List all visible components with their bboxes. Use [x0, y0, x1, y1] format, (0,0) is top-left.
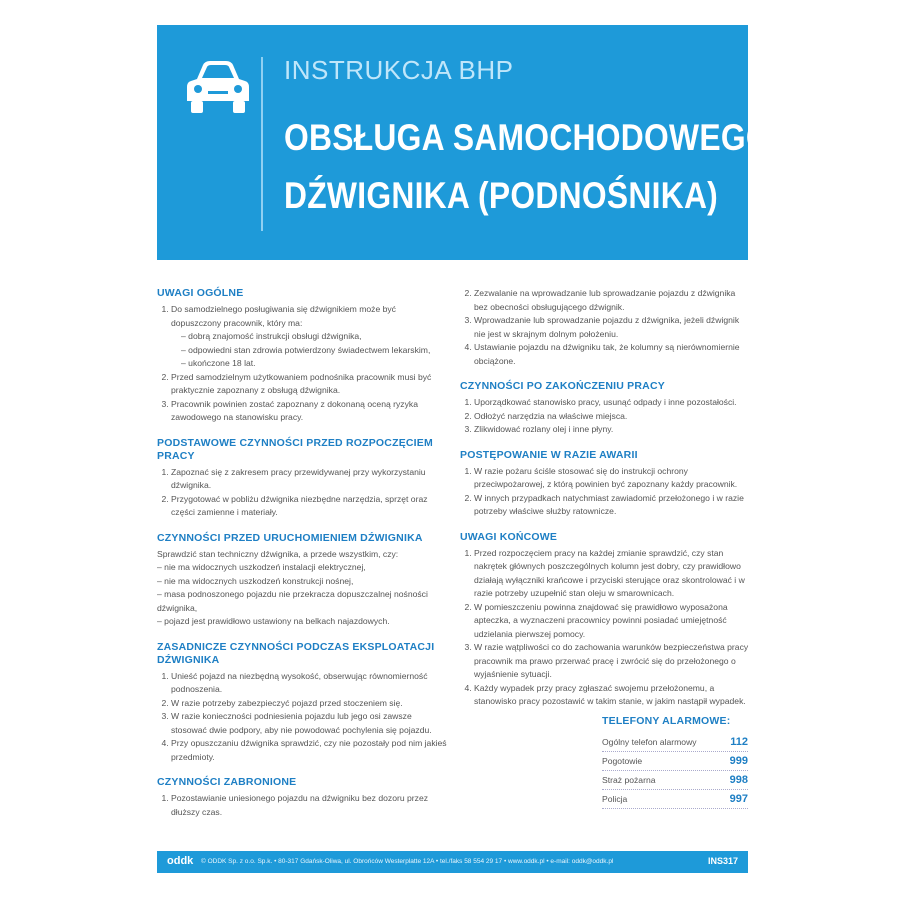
list-item: 3. Zlikwidować rozlany olej i inne płyny.: [474, 423, 750, 437]
list-item: 2. Przed samodzielnym użytkowaniem podnośnika pracownik musi być praktycznie zapoznany z obsługą dźwignika.: [171, 371, 447, 398]
list-item: [171, 303, 447, 371]
car-icon: [185, 57, 251, 115]
list-item: 2. W innych przypadkach natychmiast zawiadomić przełożonego i w razie potrzeby właściwe służby ratownicze.: [474, 492, 750, 519]
dash-item: – nie ma widocznych uszkodzeń instalacji elektrycznej,: [157, 561, 447, 575]
header-banner: [157, 25, 771, 260]
phone-label: Straż pożarna: [602, 775, 656, 785]
section-heading: CZYNNOŚCI ZABRONIONE: [157, 776, 297, 788]
phone-label: Policja: [602, 794, 628, 804]
doc-title: [284, 109, 771, 225]
phone-row: [602, 752, 748, 771]
list-item-text: Do samodzielnego posługiwania się dźwignikiem może być dopuszczony pracownik, który ma:: [171, 304, 396, 328]
phone-row: [602, 771, 748, 790]
list-item: 1. Pozostawianie uniesionego pojazdu na dźwigniku bez dozoru przez dłuższy czas.: [171, 792, 447, 819]
section-heading: PODSTAWOWE CZYNNOŚCI PRZED ROZPOCZĘCIEM PRACY: [157, 436, 433, 462]
publisher-logo: oddk: [167, 855, 194, 867]
list-item: 4. Ustawianie pojazdu na dźwigniku tak, że kolumny są nierównomiernie obciążone.: [474, 341, 750, 368]
section-list: [460, 547, 750, 709]
dash-item: – odpowiedni stan zdrowia potwierdzony świadectwem lekarskim,: [181, 344, 447, 358]
dash-list: [157, 561, 447, 629]
publisher-info: © ODDK Sp. z o.o. Sp.k. • 80-317 Gdańsk-Oliwa, ul. Obrońców Westerplatte 12A • tel./faks 58 554 29 17 • www.oddk.pl • e-mail: oddk@oddk.pl: [201, 858, 614, 865]
section-heading: UWAGI OGÓLNE: [157, 287, 244, 299]
list-item: 1. Unieść pojazd na niezbędną wysokość, obserwując równomierność podnoszenia.: [171, 670, 447, 697]
dash-list: [171, 330, 447, 371]
phone-number: 999: [729, 755, 748, 767]
instruction-sheet: [157, 25, 771, 877]
section-list: [460, 396, 750, 437]
list-item: 2. W pomieszczeniu powinna znajdować się prawidłowo wyposażona apteczka, a wyznaczeni pracownicy powinni posiadać umiejętność udzielania pierwszej pomocy.: [474, 601, 750, 642]
doc-title-line-1: OBSŁUGA SAMOCHODOWEGO: [284, 117, 771, 158]
emergency-phones: [602, 715, 748, 809]
section-heading: CZYNNOŚCI PO ZAKOŃCZENIU PRACY: [460, 380, 665, 392]
list-item: 3. W razie konieczności podniesienia pojazdu lub jego osi zawsze stosować dwie podpory, aby nie powodować pochylenia się pojazdu.: [171, 710, 447, 737]
phone-row: [602, 790, 748, 809]
section-heading: ZASADNICZE CZYNNOŚCI PODCZAS EKSPLOATACJI DŹWIGNIKA: [157, 640, 435, 666]
list-item: 4. Przy opuszczaniu dźwignika sprawdzić, czy nie pozostały pod nim jakieś przedmioty.: [171, 737, 447, 764]
section-list: [460, 287, 750, 368]
phone-number: 997: [729, 793, 748, 805]
section-list: [460, 465, 750, 519]
doc-kicker: INSTRUKCJA BHP: [284, 55, 514, 85]
phone-row: [602, 733, 748, 752]
section-heading: UWAGI KOŃCOWE: [460, 530, 558, 543]
header-divider: [261, 57, 263, 231]
phone-label: Ogólny telefon alarmowy: [602, 737, 697, 747]
section-heading: POSTĘPOWANIE W RAZIE AWARII: [460, 448, 638, 461]
list-item: 1. Uporządkować stanowisko pracy, usunąć odpady i inne pozostałości.: [474, 396, 750, 410]
list-item: 1. Przed rozpoczęciem pracy na każdej zmianie sprawdzić, czy stan nakrętek głównych poszczególnych kolumn jest dobry, czy prawidłowo działają wyłączniki krańcowe i przyciski sterujące oraz skontrolować i w razie potrzeby uzupełnić stan oleju w smarownicach.: [474, 547, 750, 601]
left-column: [157, 287, 447, 819]
right-column: [460, 287, 750, 709]
section-intro: Sprawdzić stan techniczny dźwignika, a przede wszystkim, czy:: [157, 548, 399, 559]
dash-item: – dobrą znajomość instrukcji obsługi dźwignika,: [181, 330, 447, 344]
list-item: 3. Wprowadzanie lub sprowadzanie pojazdu z dźwignika, jeżeli dźwignik nie jest w skrajnym dolnym położeniu.: [474, 314, 750, 341]
phone-number: 112: [730, 736, 748, 748]
section-heading: CZYNNOŚCI PRZED URUCHOMIENIEM DŹWIGNIKA: [157, 531, 423, 544]
list-item: 2. Odłożyć narzędzia na właściwe miejsca.: [474, 410, 750, 424]
footer-bar: [157, 851, 748, 873]
section-list: [157, 466, 447, 520]
list-item: 3. W razie wątpliwości co do zachowania warunków bezpieczeństwa pracy pracownik ma prawo przerwać pracę i zwrócić się do przełożonego o wyjaśnienie sytuacji.: [474, 641, 750, 682]
section-list: [157, 670, 447, 765]
list-item: 1. W razie pożaru ściśle stosować się do instrukcji ochrony przeciwpożarowej, z którą powinien być zapoznany każdy pracownik.: [474, 465, 750, 492]
list-item: 2. Zezwalanie na wprowadzanie lub sprowadzanie pojazdu z dźwignika bez obecności obsługującego dźwignik.: [474, 287, 750, 314]
list-item: 2. W razie potrzeby zabezpieczyć pojazd przed stoczeniem się.: [171, 697, 447, 711]
dash-item: – pojazd jest prawidłowo ustawiony na belkach najazdowych.: [157, 615, 447, 629]
doc-title-line-2: DŹWIGNIKA (PODNOŚNIKA): [284, 175, 719, 216]
document-code: INS317: [707, 856, 738, 866]
list-item: 1. Zapoznać się z zakresem pracy przewidywanej przy wykorzystaniu dźwignika.: [171, 466, 447, 493]
dash-item: – masa podnoszonego pojazdu nie przekracza dopuszczalnej nośności dźwignika,: [157, 588, 447, 615]
dash-item: – ukończone 18 lat.: [181, 357, 447, 371]
section-list: [157, 792, 447, 819]
phone-label: Pogotowie: [602, 756, 643, 766]
list-item: 4. Każdy wypadek przy pracy zgłaszać swojemu przełożonemu, a stanowisko pracy pozostawić w takim stanie, w jakim nastąpił wypadek.: [474, 682, 750, 709]
list-item: 2. Przygotować w pobliżu dźwignika niezbędne narzędzia, sprzęt oraz części zamienne i materiały.: [171, 493, 447, 520]
list-item: 3. Pracownik powinien zostać zapoznany z dokonaną oceną ryzyka zawodowego na stanowisku pracy.: [171, 398, 447, 425]
phones-heading: TELEFONY ALARMOWE:: [602, 715, 731, 727]
phone-number: 998: [729, 774, 748, 786]
dash-item: – nie ma widocznych uszkodzeń konstrukcji nośnej,: [157, 575, 447, 589]
section-list: [157, 303, 447, 425]
